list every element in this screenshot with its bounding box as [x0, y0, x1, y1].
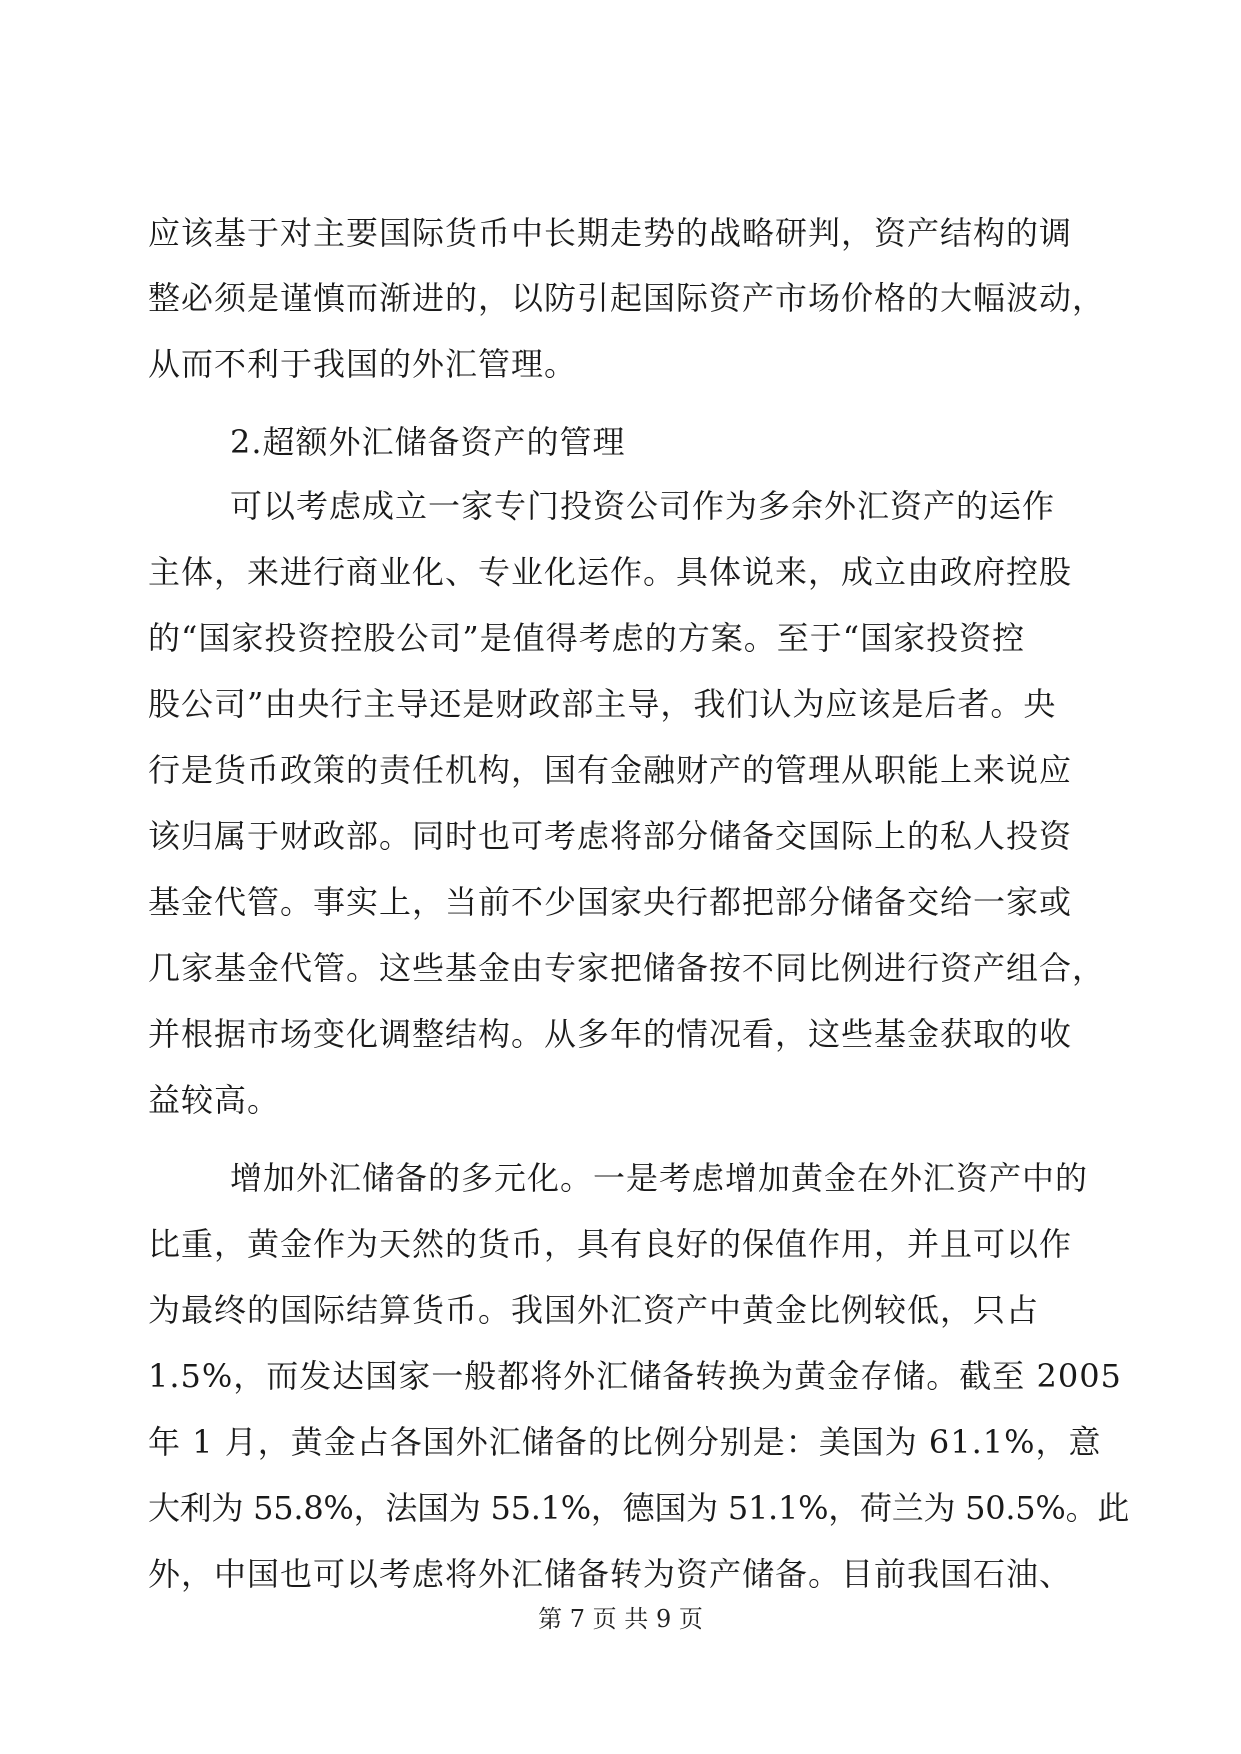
body-text-line: 股公司”由央行主导还是财政部主导，我们认为应该是后者。央	[148, 685, 1057, 723]
body-text-line: 益较高。	[148, 1081, 281, 1119]
body-text-line: 行是货币政策的责任机构，国有金融财产的管理从职能上来说应	[148, 751, 1073, 789]
body-text-line: 可以考虑成立一家专门投资公司作为多余外汇资产的运作	[230, 487, 1056, 525]
body-text-line: 并根据市场变化调整结构。从多年的情况看，这些基金获取的收	[148, 1015, 1073, 1053]
body-text-line: 从而不利于我国的外汇管理。	[148, 345, 578, 383]
body-text-line: 年 1 月，黄金占各国外汇储备的比例分别是：美国为 61.1%，意	[148, 1423, 1102, 1461]
section-heading: 2.超额外汇储备资产的管理	[230, 423, 626, 461]
page-number-footer: 第 7 页 共 9 页	[538, 1605, 703, 1633]
body-text-line: 增加外汇储备的多元化。一是考虑增加黄金在外汇资产中的	[230, 1159, 1089, 1197]
body-text-line: 几家基金代管。这些基金由专家把储备按不同比例进行资产组合，	[148, 949, 1106, 987]
body-text-line: 外，中国也可以考虑将外汇储备转为资产储备。目前我国石油、	[148, 1555, 1073, 1593]
body-text-line: 主体，来进行商业化、专业化运作。具体说来，成立由政府控股	[148, 553, 1073, 591]
body-text-line: 该归属于财政部。同时也可考虑将部分储备交国际上的私人投资	[148, 817, 1073, 855]
body-text-line: 整必须是谨慎而渐进的，以防引起国际资产市场价格的大幅波动，	[148, 279, 1106, 317]
body-text-line: 的“国家投资控股公司”是值得考虑的方案。至于“国家投资控	[148, 619, 1026, 657]
body-text-line: 比重，黄金作为天然的货币，具有良好的保值作用，并且可以作	[148, 1225, 1073, 1263]
body-text-line: 基金代管。事实上，当前不少国家央行都把部分储备交给一家或	[148, 883, 1073, 921]
body-text-line: 大利为 55.8%，法国为 55.1%，德国为 51.1%，荷兰为 50.5%。此	[148, 1489, 1130, 1527]
body-text-line: 应该基于对主要国际货币中长期走势的战略研判，资产结构的调	[148, 214, 1073, 252]
body-text-line: 为最终的国际结算货币。我国外汇资产中黄金比例较低，只占	[148, 1291, 1040, 1329]
body-text-line: 1.5%，而发达国家一般都将外汇储备转换为黄金存储。截至 2005	[148, 1357, 1122, 1395]
